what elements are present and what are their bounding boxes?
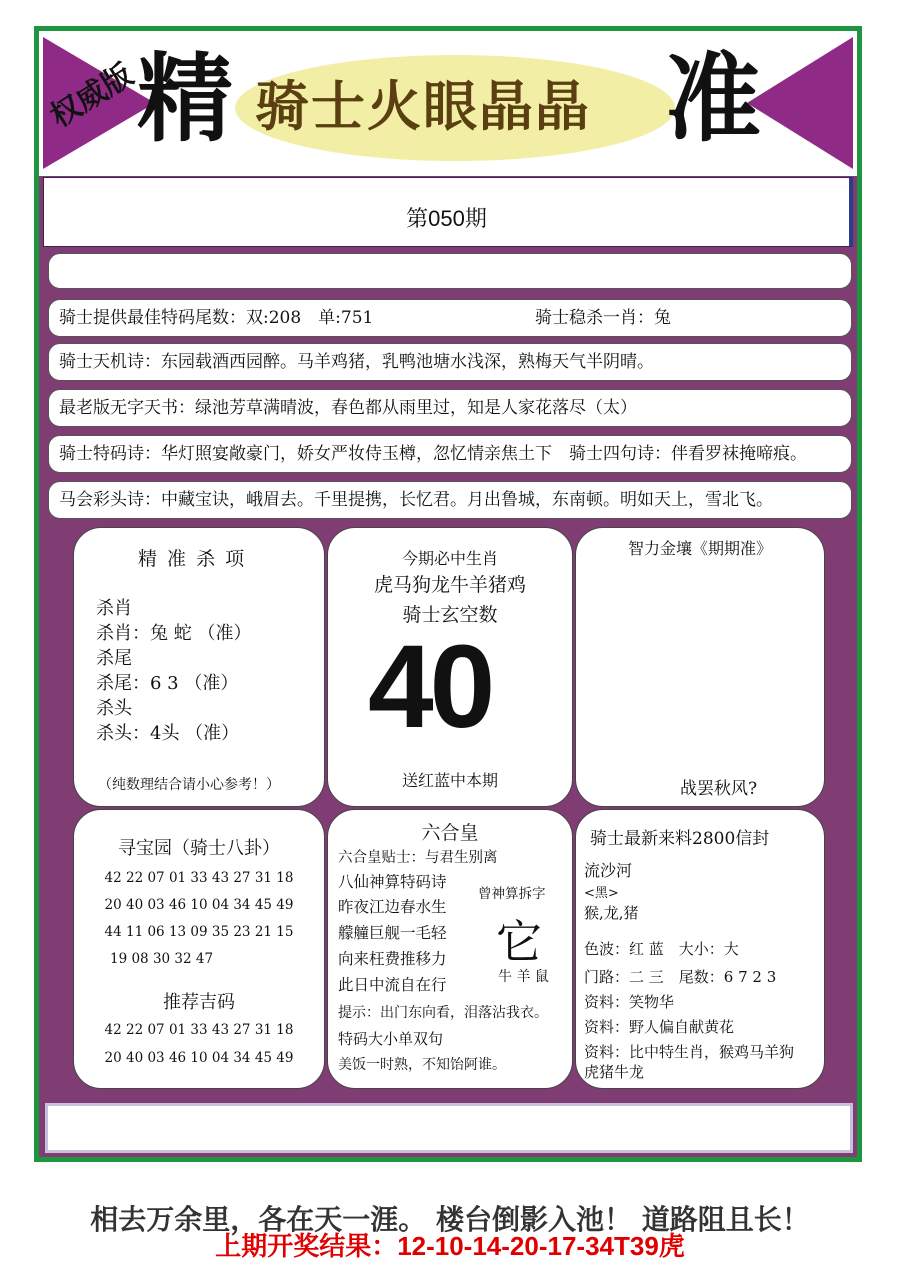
empty-row (48, 253, 852, 289)
split-animals: 牛 羊 鼠 (498, 969, 549, 985)
tianji-poem-row (48, 343, 852, 381)
tianshu-text: 最老版无字天书：绿池芳草满晴波，春色都从雨里过，知是人家花落尽（太） (59, 398, 637, 418)
zodiac-number-panel (327, 527, 573, 807)
footer-poem: 相去万余里，各在天一涯。 楼台倒影入池！ 道路阻且长！ (90, 1203, 810, 1236)
letter-line: 猴,龙,猪 (584, 904, 639, 922)
tail-number-text: 骑士提供最佳特码尾数：双:208 单:751 (59, 308, 374, 328)
letter-line: 资料：比中特生肖，猴鸡马羊狗 (584, 1043, 795, 1061)
kill-line: 杀肖：兔 蛇 （准） (96, 623, 252, 644)
lucky-poem-text: 马会彩头诗：中藏宝诀，峨眉去。千里提携，长忆君。月出鲁城，东南顿。明如天上，雪北飞。 (59, 490, 773, 510)
kill-line: 杀头：4头 （准） (96, 723, 240, 744)
kill-line: 杀头 (96, 698, 132, 719)
kill-line: 杀肖 (96, 598, 132, 619)
bottom-empty-bar (45, 1103, 853, 1153)
liuhe-tip: 六合皇贴士：与君生别离 (338, 850, 498, 866)
xuankong-label: 骑士玄空数 (402, 604, 498, 626)
poem-line: 此日中流自在行 (338, 976, 447, 994)
wisdom-panel (575, 527, 825, 807)
must-hit-label: 今期必中生肖 (401, 549, 498, 568)
liuhe-hint: 提示：出门东向看，泪落沾我衣。 (338, 1005, 548, 1021)
zodiac-list: 虎马狗龙牛羊猪鸡 (373, 574, 526, 596)
kill-items-panel (73, 527, 325, 807)
edition-label: 权威版 (44, 57, 140, 135)
poem-title: 八仙神算特码诗 (338, 873, 447, 891)
letters-panel-title: 骑士最新来料2800信封 (590, 829, 770, 849)
tianshu-row (48, 389, 852, 427)
letters-panel (575, 809, 825, 1089)
big-small-title: 特码大小单双句 (338, 1030, 444, 1048)
header-left-char: 精 (137, 42, 233, 155)
number-line: 44 11 06 13 09 35 23 21 15 (104, 924, 294, 940)
main-frame (34, 26, 862, 1162)
special-poem-row (48, 435, 852, 473)
kill-zodiac-text: 骑士稳杀一肖：兔 (535, 308, 671, 328)
right-triangle-decoration (747, 37, 853, 169)
letter-line: 资料：笑物华 (584, 993, 675, 1011)
poem-line: 昨夜江边春水生 (338, 898, 447, 916)
letter-line: 色波：红 蓝 大小：大 (584, 940, 739, 958)
liuhe-panel-title: 六合皇 (421, 822, 479, 844)
poem-line: 艨艟巨舰一毛轻 (338, 924, 447, 942)
letter-line: <黑> (584, 886, 619, 901)
number-line: 20 40 03 46 10 04 34 45 49 (104, 1050, 294, 1066)
kill-panel-note: （纯数理结合请小心参考！） (98, 777, 280, 793)
letter-line: 资料：野人偏自献黄花 (584, 1018, 735, 1036)
tianji-poem-text: 骑士天机诗：东园载酒西园醉。马羊鸡猪，乳鸭池塘水浅深，熟梅天气半阴晴。 (59, 352, 654, 372)
number-line: 20 40 03 46 10 04 34 45 49 (104, 897, 294, 913)
period-bar (43, 177, 853, 247)
last-draw-result: 上期开奖结果：12-10-14-20-17-34T39虎 (215, 1231, 685, 1261)
tail-number-row (48, 299, 852, 337)
split-character: 它 (496, 915, 542, 969)
header-right-char: 准 (665, 42, 761, 155)
char-split-title: 曾神算拆字 (478, 886, 546, 902)
page-title: 骑士火眼晶晶 (255, 74, 591, 138)
number-line: 42 22 07 01 33 43 27 31 18 (104, 1022, 294, 1038)
special-poem-text: 骑士特码诗：华灯照宴敞豪门，娇女严妆侍玉樽，忽忆情亲焦土下 骑士四句诗：伴看罗袜掩啼痕。 (59, 444, 807, 464)
kill-line: 杀尾：6 3 （准） (96, 673, 239, 694)
treasure-garden-panel (73, 809, 325, 1089)
wisdom-panel-title: 智力金壤《期期准》 (627, 539, 772, 558)
letter-line: 虎猪牛龙 (584, 1063, 645, 1081)
letter-line: 流沙河 (584, 861, 633, 880)
color-hint: 送红蓝中本期 (401, 771, 498, 790)
number-line: 42 22 07 01 33 43 27 31 18 (104, 870, 294, 886)
header-banner (39, 31, 857, 176)
lucky-numbers-title: 推荐吉码 (163, 992, 235, 1013)
xuankong-number: 40 (368, 621, 492, 753)
liuhe-panel (327, 809, 573, 1089)
kill-panel-title: 精 准 杀 项 (138, 548, 247, 570)
wisdom-panel-answer: 战罢秋风? (680, 779, 758, 799)
kill-line: 杀尾 (96, 648, 132, 669)
number-line: 19 08 30 32 47 (110, 951, 214, 967)
letter-line: 门路：二 三 尾数：6 7 2 3 (584, 968, 777, 986)
poem-line: 向来枉费推移力 (338, 950, 447, 968)
treasure-panel-title: 寻宝园（骑士八卦） (118, 838, 280, 859)
period-label: 第050期 (406, 206, 487, 231)
lucky-poem-row (48, 481, 852, 519)
big-small-line: 美饭一时熟，不知饴阿谁。 (338, 1057, 506, 1073)
